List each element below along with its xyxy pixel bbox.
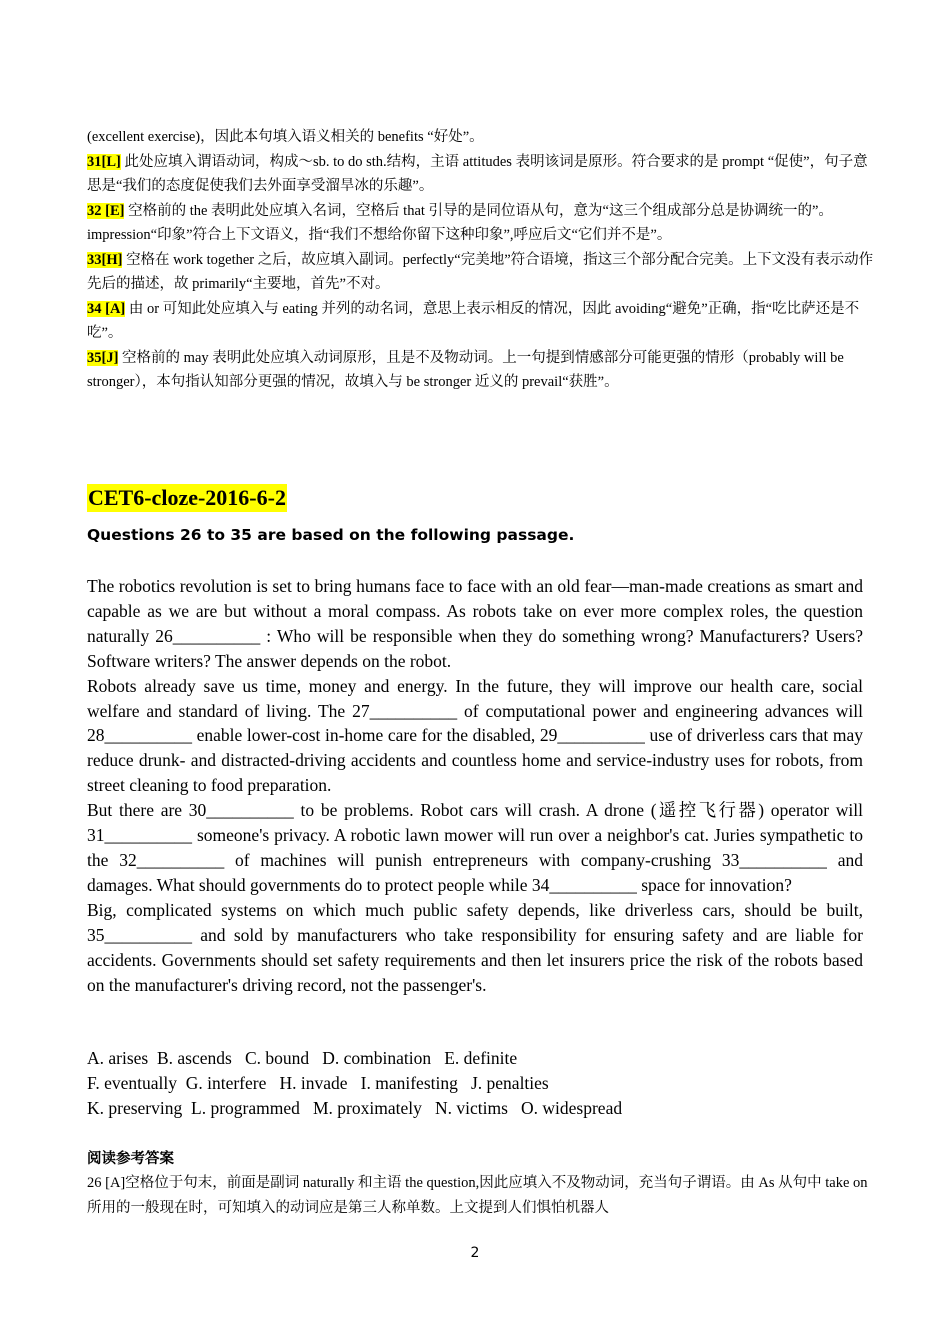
word-bank-row-2: F. eventually G. interfere H. invade I. manifesting J. penalties — [87, 1072, 549, 1093]
reference-answers-text: 26 [A]空格位于句末，前面是副词 naturally 和主语 the question,因此应填入不及物动词，充当句子谓语。由 As 从句中 take on 所用的一般现在时，可知填入的动词应是第三人称单数。上文提到人们惧怕机器人 — [87, 1175, 868, 1216]
answer-34-text: 由 or 可知此处应填入与 eating 并列的动名词，意思上表示相反的情况，因此 avoiding“避免”正确，指“吃比萨还是不吃”。 — [87, 300, 860, 341]
cloze-passage — [87, 574, 863, 997]
answer-35 — [87, 346, 877, 395]
answer-34-tag: 34 [A] — [87, 300, 126, 317]
passage-paragraph-2: Robots already save us time, money and energy. In the future, they will improve our health care, social welfare and standard of living. The 27__________ of computational power and engineering advances will 28__________ enable lower-cost in-home care for the disabled, 29__________ use of driverless cars that may reduce drunk- and distracted-driving accidents and countless home and service-industry uses for robots, from street cleaning to food preparation. — [87, 675, 863, 796]
section-title: CET6-cloze-2016-6-2 — [88, 485, 286, 510]
answer-explanations — [87, 125, 877, 395]
answer-33 — [87, 248, 877, 297]
answer-35-tag: 35[J] — [87, 349, 119, 366]
answer-33-text: 空格在 work together 之后，故应填入副词。perfectly“完美地”符合语境，指这三个部分配合完美。上下文没有表示动作先后的描述，故 primarily“主要地，首先”不对。 — [87, 251, 874, 292]
answer-31-text: 此处应填入谓语动词，构成～sb. to do sth.结构，主语 attitudes 表明该词是原形。符合要求的是 prompt “促使”，句子意思是“我们的态度促使我们去外面享受溜旱冰的乐趣”。 — [87, 153, 868, 194]
reference-answers-heading: 阅读参考答案 — [87, 1151, 174, 1167]
passage-paragraph-1: The robotics revolution is set to bring humans face to face with an old fear—man-made creations as smart and capable as we are but without a moral compass. As robots take on ever more complex roles, the question naturally 26__________ : Who will be responsible when they do something wrong? Manufacturers? Users? Software writers? The answer depends on the robot. — [87, 576, 863, 671]
answer-31-tag: 31[L] — [87, 153, 121, 170]
answer-34 — [87, 297, 877, 346]
word-bank — [87, 1046, 622, 1121]
passage-paragraph-4: Big, complicated systems on which much public safety depends, like driverless cars, should be built, 35__________ and sold by manufacturers who take responsibility for ensuring safety and are liable for accidents. Governments should set safety requirements and then let insurers price the risk of the robots based on the manufacturer's driving record, not the passenger's. — [87, 899, 863, 995]
answer-32-text: 空格前的 the 表明此处应填入名词，空格后 that 引导的是同位语从句，意为“这三个组成部分总是协调统一的”。impression“印象”符合上下文语义，指“我们不想给你留下这种印象”,呼应后文“它们并不是”。 — [87, 202, 833, 243]
answer-32 — [87, 199, 877, 248]
section-subtitle: Questions 26 to 35 are based on the following passage. — [87, 526, 575, 544]
answer-32-tag: 32 [E] — [87, 202, 125, 219]
answer-30-tail: (excellent exercise)，因此本句填入语义相关的 benefits “好处”。 — [87, 129, 484, 145]
page-number: 2 — [470, 1245, 480, 1261]
answer-31 — [87, 150, 877, 199]
passage-paragraph-3: But there are 30__________ to be problems. Robot cars will crash. A drone (遥控飞行器) operator will 31__________ someone's privacy. A robotic lawn mower will run over a neighbor's cat. Juries sympathetic to the 32__________ of machines will punish entrepreneurs with company-crushing 33__________ and damages. What should governments do to protect people while 34__________ space for innovation? — [87, 800, 863, 895]
word-bank-row-3: K. preserving L. programmed M. proximately N. victims O. widespread — [87, 1097, 623, 1118]
word-bank-row-1: A. arises B. ascends C. bound D. combination E. definite — [87, 1048, 518, 1068]
answer-35-text: 空格前的 may 表明此处应填入动词原形，且是不及物动词。上一句提到情感部分可能更强的情形（probably will be stronger），本句指认知部分更强的情况，故填入与 be stronger 近义的 prevail“获胜”。 — [87, 349, 844, 390]
answer-33-tag: 33[H] — [87, 251, 123, 268]
